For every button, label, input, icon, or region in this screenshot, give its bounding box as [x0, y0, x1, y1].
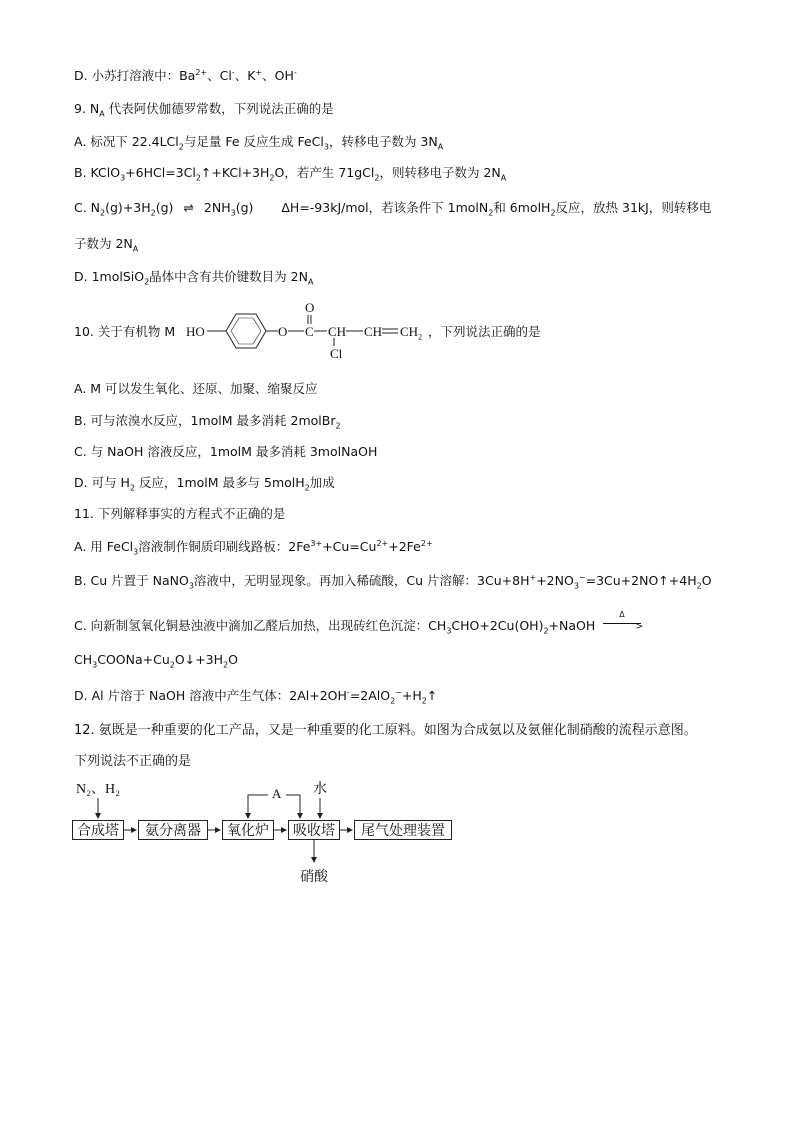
ester-o: O	[278, 324, 288, 339]
carbonyl-o: O	[305, 300, 315, 315]
option-a-q11: A. 用 FeCl$_3$溶液制作铜质印刷线路板：$2Fe^{3+}+Cu=Cu^{2+}+2Fe^{2+}$	[74, 538, 433, 557]
water-label: 水	[313, 782, 327, 797]
option-a-q9: A. 标况下 22.4LCl$_2$与足量 Fe 反应生成 FeCl$_3$，转移电子数为 $3N_A$	[74, 134, 444, 152]
ho-group: HO	[186, 324, 205, 339]
flow-box-oxidation-furnace: 氧化炉	[222, 820, 274, 840]
output-label: 硝酸	[300, 870, 328, 885]
option-b-q10: B. 可与浓溴水反应，1molM 最多消耗 2molBr$_2$	[74, 413, 341, 431]
heating-arrow: Δ >	[603, 616, 643, 630]
carbonyl-c: C	[305, 324, 314, 339]
option-d-q11: D. Al 片溶于 NaOH 溶液中产生气体：$2Al+2OH^-=2AlO_2^-+H_2↑$	[74, 687, 438, 706]
question-10-stem-b: ，下列说法正确的是	[428, 324, 541, 339]
question-10-stem-a: 10. 关于有机物 M	[74, 324, 176, 339]
question-11-stem: 11. 下列解释事实的方程式不正确的是	[74, 506, 286, 521]
option-c-q9: C. $N_2(g)+3H_2(g)$ ⇌ $2NH_3(g)$ ΔH=-93kJ/mol，若该条件下 1molN$_2$和 6molH$_2$反应，放热 31kJ，则转移电	[74, 200, 712, 218]
option-c-q10: C. 与 NaOH 溶液反应，1molM 最多消耗 3molNaOH	[74, 444, 378, 459]
flow-box-tail-gas: 尾气处理装置	[354, 820, 452, 840]
a-label: A	[272, 786, 282, 801]
option-c-q9-continued: 子数为 $2N_A$	[74, 236, 139, 254]
option-b-q11: B. Cu 片置于 NaNO$_3$溶液中，无明显现象。再加入稀硫酸，Cu 片溶解：$3Cu+8H^++2NO_3^-=3Cu+2NO↑+4H_2O$	[74, 572, 712, 591]
vinyl-ch: CH	[364, 324, 383, 339]
option-d-q9: D. 1molSiO$_2$晶体中含有共价键数目为 $2N_A$	[74, 269, 314, 287]
flow-box-absorption-tower: 吸收塔	[288, 820, 340, 840]
option-d-q10: D. 可与 $H_2$ 反应，1molM 最多与 5molH$_2$加成	[74, 475, 335, 493]
option-c-q11: C. 向新制氢氧化铜悬浊液中滴加乙醛后加热，出现砖红色沉淀：$CH_3CHO+2Cu(OH)_2+NaOH$ Δ >	[74, 610, 644, 636]
ch-group: CH	[328, 324, 347, 339]
question-12-stem: 12. 氨既是一种重要的化工产品，又是一种重要的化工原料。如图为合成氨以及氨催化制硝酸的流程示意图。	[74, 723, 697, 738]
option-c-q11-continued: $CH_3COONa+Cu_2O↓+3H_2O$	[74, 652, 238, 670]
flow-box-ammonia-separator: 氨分离器	[138, 820, 208, 840]
vinyl-ch2: $CH_2$	[400, 324, 423, 342]
option-b-q9: B. $KClO_3+6HCl=3Cl_2↑+KCl+3H_2O$，若产生 71gCl$_2$，则转移电子数为 $2N_A$	[74, 165, 507, 183]
option-d-q8: D. 小苏打溶液中：$Ba^{2+}$、Cl-、K+、OH-	[74, 67, 297, 83]
option-a-q10: A. M 可以发生氧化、还原、加聚、缩聚反应	[74, 381, 318, 396]
question-9-stem: 9. $N_A$ 代表阿伏伽德罗常数，下列说法正确的是	[74, 101, 334, 119]
cl-substituent: Cl	[330, 346, 343, 361]
flow-box-synthesis-tower: 合成塔	[72, 820, 124, 840]
question-12-stem-cont: 下列说法不正确的是	[74, 754, 192, 769]
equilibrium-arrow: ⇌	[183, 200, 194, 215]
input-label: N₂、H₂	[76, 782, 120, 797]
